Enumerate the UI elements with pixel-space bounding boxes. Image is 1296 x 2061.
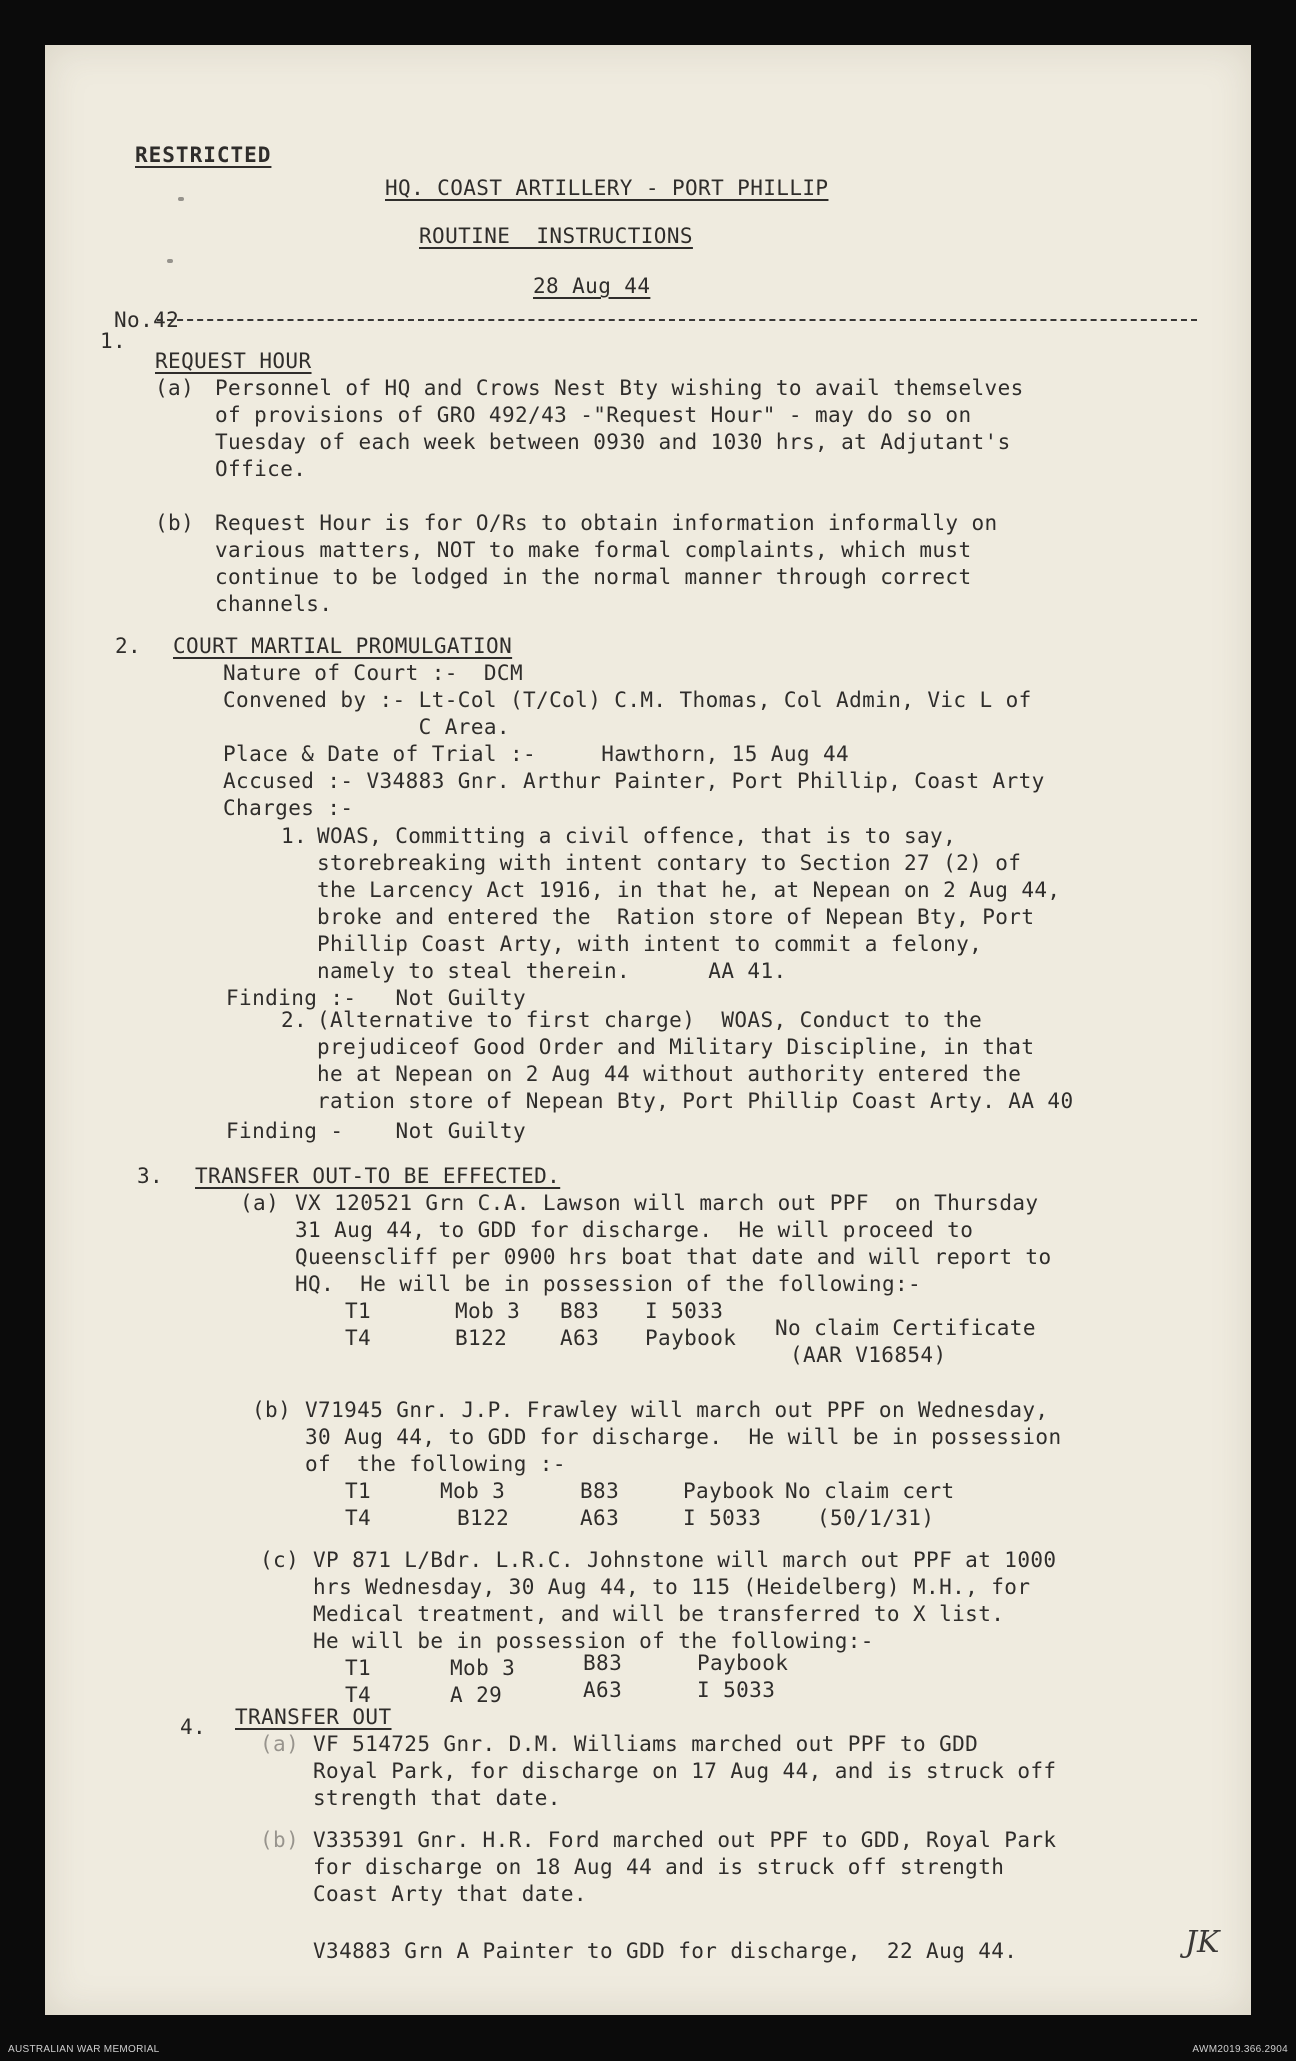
- text-line: HQ. He will be in possession of the following:-: [295, 1272, 922, 1296]
- text-line: storebreaking with intent contary to Section 27 (2) of: [317, 851, 1022, 875]
- finding-2: Finding - Not Guilty: [226, 1119, 526, 1143]
- unit-heading: HQ. COAST ARTILLERY - PORT PHILLIP: [385, 176, 829, 200]
- document-date: 28 Aug 44: [533, 274, 651, 298]
- table-cell: T1: [345, 1656, 372, 1680]
- archive-credit: AUSTRALIAN WAR MEMORIAL: [8, 2044, 160, 2055]
- text-line: prejudiceof Good Order and Military Discipline, in that: [317, 1035, 1035, 1059]
- text-line: 30 Aug 44, to GDD for discharge. He will be in possession: [305, 1425, 1062, 1449]
- section-1-heading: REQUEST HOUR: [155, 349, 312, 373]
- text-line: various matters, NOT to make formal complaints, which must: [215, 538, 972, 562]
- table-cell: Paybook: [697, 1651, 789, 1675]
- text-line: V71945 Gnr. J.P. Frawley will march out PPF on Wednesday,: [305, 1398, 1049, 1422]
- text-line: broke and entered the Ration store of Nepean Bty, Port: [317, 905, 1035, 929]
- text-line: Medical treatment, and will be transferred to X list.: [313, 1602, 1005, 1626]
- table-cell: I 5033: [697, 1678, 776, 1702]
- text-line: of provisions of GRO 492/43 -"Request Hour" - may do so on: [215, 403, 972, 427]
- item-3a-marker: (a): [240, 1191, 280, 1215]
- handwritten-addendum: V34883 Grn A Painter to GDD for discharge, 22 Aug 44.: [313, 1939, 1018, 1963]
- text-line: hrs Wednesday, 30 Aug 44, to 115 (Heidelberg) M.H., for: [313, 1575, 1031, 1599]
- text-line: channels.: [215, 592, 333, 616]
- section-2-number: 2.: [115, 634, 142, 658]
- text-line: Coast Arty that date.: [313, 1882, 587, 1906]
- item-4b-marker: (b): [260, 1828, 300, 1852]
- section-3-heading: TRANSFER OUT-TO BE EFFECTED.: [195, 1164, 561, 1188]
- item-3c-marker: (c): [260, 1548, 300, 1572]
- instruction-number: No.42: [114, 308, 180, 332]
- table-cell: I 5033: [683, 1506, 762, 1530]
- table-cell: A63: [580, 1506, 620, 1530]
- table-cell: (50/1/31): [817, 1506, 935, 1530]
- table-cell: T4: [345, 1683, 372, 1707]
- text-line: WOAS, Committing a civil offence, that is to say,: [317, 824, 957, 848]
- initials-signature: JK: [1185, 1925, 1220, 1960]
- table-cell: Mob 3: [455, 1299, 521, 1323]
- text-line: V335391 Gnr. H.R. Ford marched out PPF to GDD, Royal Park: [313, 1828, 1057, 1852]
- text-line: VX 120521 Grn C.A. Lawson will march out PPF on Thursday: [295, 1191, 1039, 1215]
- table-cell: No claim Certificate: [775, 1316, 1036, 1340]
- text-line: the Larcency Act 1916, in that he, at Nepean on 2 Aug 44,: [317, 878, 1061, 902]
- finding-1: Finding :- Not Guilty: [226, 986, 526, 1010]
- text-line: VP 871 L/Bdr. L.R.C. Johnstone will march out PPF at 1000: [313, 1548, 1057, 1572]
- table-cell: T1: [345, 1299, 372, 1323]
- text-line: Nature of Court :- DCM: [223, 661, 523, 685]
- charge-1-number: 1.: [281, 824, 308, 848]
- text-line: Office.: [215, 457, 307, 481]
- table-cell: B122: [455, 1326, 508, 1350]
- section-4-number: 4.: [180, 1715, 207, 1739]
- text-line: strength that date.: [313, 1786, 561, 1810]
- table-cell: T1: [345, 1479, 372, 1503]
- table-cell: A63: [583, 1678, 623, 1702]
- table-cell: Mob 3: [440, 1479, 506, 1503]
- document-page: [45, 45, 1251, 2015]
- text-line: (Alternative to first charge) WOAS, Conduct to the: [317, 1008, 983, 1032]
- text-line: Place & Date of Trial :- Hawthorn, 15 Aug 44: [223, 742, 850, 766]
- table-cell: B83: [560, 1299, 600, 1323]
- ink-mark: [167, 259, 173, 263]
- text-line: He will be in possession of the following:-: [313, 1629, 874, 1653]
- text-line: Personnel of HQ and Crows Nest Bty wishing to avail themselves: [215, 376, 1024, 400]
- table-cell: A 29: [450, 1683, 503, 1707]
- item-3b-marker: (b): [252, 1398, 292, 1422]
- text-line: Royal Park, for discharge on 17 Aug 44, and is struck off: [313, 1759, 1057, 1783]
- text-line: he at Nepean on 2 Aug 44 without authority entered the: [317, 1062, 1022, 1086]
- document-title: ROUTINE INSTRUCTIONS: [419, 224, 693, 248]
- section-2-heading: COURT MARTIAL PROMULGATION: [173, 634, 513, 658]
- classification-stamp: RESTRICTED: [135, 143, 272, 167]
- item-1b-marker: (b): [155, 511, 195, 535]
- text-line: Charges :-: [223, 796, 354, 820]
- text-line: Phillip Coast Arty, with intent to commit a felony,: [317, 932, 983, 956]
- text-line: Accused :- V34883 Gnr. Arthur Painter, Port Phillip, Coast Arty: [223, 769, 1045, 793]
- text-line: Convened by :- Lt-Col (T/Col) C.M. Thomas, Col Admin, Vic L of: [223, 688, 1032, 712]
- table-cell: Paybook: [683, 1479, 775, 1503]
- table-cell: No claim cert: [785, 1479, 955, 1503]
- charge-2-number: 2.: [281, 1008, 308, 1032]
- text-line: Queenscliff per 0900 hrs boat that date and will report to: [295, 1245, 1052, 1269]
- item-1a-marker: (a): [155, 376, 195, 400]
- table-cell: T4: [345, 1326, 372, 1350]
- text-line: ration store of Nepean Bty, Port Phillip Coast Arty. AA 40: [317, 1089, 1074, 1113]
- section-4-heading: TRANSFER OUT: [235, 1705, 392, 1729]
- section-3-number: 3.: [137, 1164, 164, 1188]
- text-line: Tuesday of each week between 0930 and 1030 hrs, at Adjutant's: [215, 430, 1011, 454]
- text-line: of the following :-: [305, 1452, 566, 1476]
- table-cell: B83: [580, 1479, 620, 1503]
- table-cell: B122: [457, 1506, 510, 1530]
- text-line: VF 514725 Gnr. D.M. Williams marched out PPF to GDD: [313, 1732, 979, 1756]
- text-line: namely to steal therein. AA 41.: [317, 959, 787, 983]
- archive-reference: AWM2019.366.2904: [1192, 2044, 1288, 2055]
- ink-mark: [178, 197, 184, 201]
- text-line: Request Hour is for O/Rs to obtain information informally on: [215, 511, 998, 535]
- table-cell: T4: [345, 1506, 372, 1530]
- table-cell: A63: [560, 1326, 600, 1350]
- table-cell: Mob 3: [450, 1656, 516, 1680]
- item-4a-marker: (a): [260, 1732, 300, 1756]
- text-line: C Area.: [223, 715, 510, 739]
- table-cell: Paybook: [645, 1326, 737, 1350]
- text-line: continue to be lodged in the normal manner through correct: [215, 565, 972, 589]
- table-cell: (AAR V16854): [790, 1343, 947, 1367]
- table-cell: B83: [583, 1651, 623, 1675]
- table-cell: I 5033: [645, 1299, 724, 1323]
- text-line: 31 Aug 44, to GDD for discharge. He will proceed to: [295, 1218, 974, 1242]
- section-1-number: 1.: [100, 329, 127, 353]
- header-rule: [157, 319, 1197, 321]
- text-line: for discharge on 18 Aug 44 and is struck off strength: [313, 1855, 1005, 1879]
